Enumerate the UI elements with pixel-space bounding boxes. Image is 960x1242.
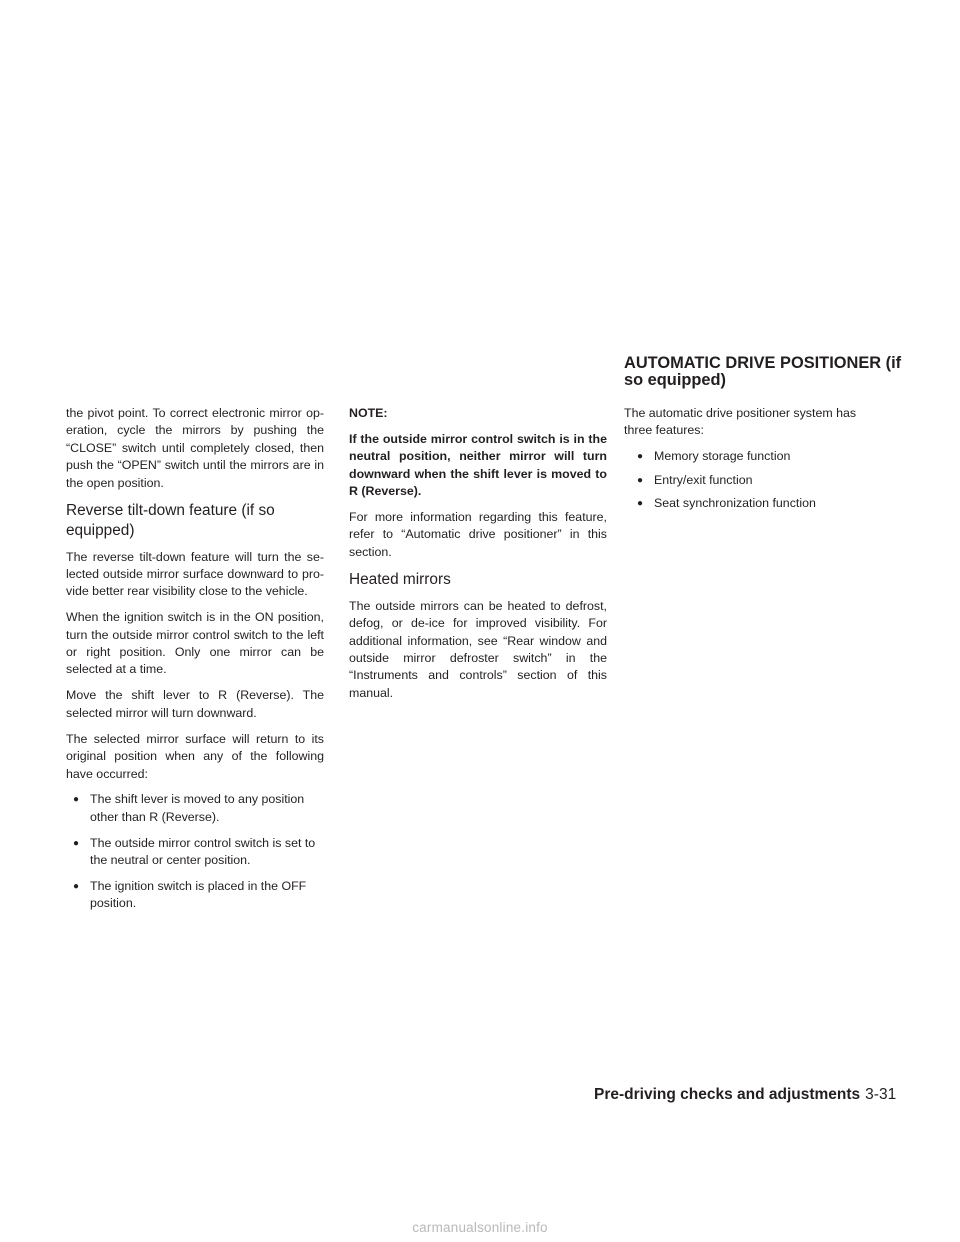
note-text: If the outside mirror control switch is in the neutral position, neither mirror will turn downward when the shift lever is moved to R (Reverse). xyxy=(349,431,607,499)
paragraph: The selected mirror surface will return to its original position when any of the following have occurred: xyxy=(66,731,324,781)
column-middle xyxy=(349,405,607,711)
watermark: carmanualsonline.info xyxy=(412,1220,548,1235)
subheading-reverse-tilt-down: Reverse tilt-down feature (if so equipped) xyxy=(66,501,275,539)
paragraph: The reverse tilt-down feature will turn the selected outside mirror surface downward to provide better rear visibility close to the vehicle. xyxy=(66,549,324,599)
list-item: ● The ignition switch is placed in the OFF position. xyxy=(66,878,324,913)
subheading-heated-mirrors: Heated mirrors xyxy=(349,570,451,588)
note-label: NOTE: xyxy=(349,406,388,420)
column-left xyxy=(66,405,324,921)
paragraph: The outside mirrors can be heated to defrost, defog, or de-ice for improved visibility. For additional information, see “Rear window and outside mirror defroster switch” in the “Instruments and controls” section of this manual. xyxy=(349,598,607,700)
paragraph: the pivot point. To correct electronic mirror operation, cycle the mirrors by pushing the “CLOSE” switch until completely closed, then push the “OPEN” switch until the mirrors are in the open position. xyxy=(66,406,324,490)
paragraph: When the ignition switch is in the ON position, turn the outside mirror control switch to the left or right position. Only one mirror can be selected at a time. xyxy=(66,610,324,677)
list-item: ● Entry/exit function xyxy=(624,472,882,489)
bullet-list xyxy=(66,791,324,912)
paragraph: For more information regarding this feature, refer to “Automatic drive positioner” in this section. xyxy=(349,510,607,559)
page-footer xyxy=(594,1086,897,1104)
list-item: ● The outside mirror control switch is set to the neutral or center position. xyxy=(66,835,324,870)
list-item: ● Memory storage function xyxy=(624,448,882,465)
paragraph: The automatic drive positioner system has three features: xyxy=(624,406,857,438)
list-item: ● The shift lever is moved to any position other than R (Reverse). xyxy=(66,791,324,826)
page-number: 3-31 xyxy=(865,1086,897,1103)
section-heading: AUTOMATIC DRIVE POSITIONER (if so equipped) xyxy=(624,354,902,389)
chapter-title: Pre-driving checks and adjustments xyxy=(594,1086,861,1103)
bullet-list xyxy=(624,448,882,512)
column-right xyxy=(624,405,882,519)
list-item: ● Seat synchronization function xyxy=(624,495,882,512)
paragraph: Move the shift lever to R (Reverse). The selected mirror will turn downward. xyxy=(66,688,324,720)
